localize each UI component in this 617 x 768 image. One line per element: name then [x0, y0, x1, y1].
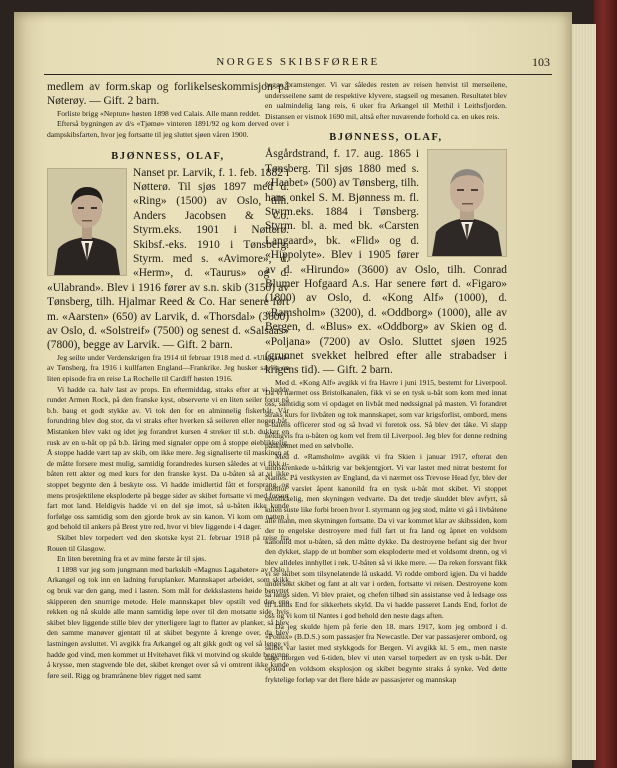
story-paragraph: I 1898 var jeg som jungmann med barkskib «Magnus Lagabøter» av Oslo i Arkangel og tok inn en ladning furuplanker. Mannskapet arbeidet, som skikk og bruk var den gang, med i lasten. Som mål for dekkslastens høide benyttet skipperen den snurrige metode. Hele mannskapet blev opstilt ved den ene rekken og nå skulde alle mann samtidig løpe over til den motsatte side, hvis skibet blev liggende stille blev der ytterligere lagt to flatter av planker, så blev den samme manøver gjentatt til at skibet begynte å krenge over, da blev lastningen avsluttet. Vi avgikk fra Arkangel og alt gikk godt og vel så lenge vi hadde god vind, men kommet ut Hvitehavet fikk vi motvind og skulde begynne å krysse, men stagvende ble det, skibet krenget over så vi omtrent ikke kunde føre seil. Rigg og bramrånene blev rigget ned samt — [47, 564, 289, 680]
entry-name: BJØNNESS, OLAF, — [329, 132, 443, 144]
continued-note: begge bramstenger. Vi var således resten av reisen henvist til merseilene, undersseilene samt de respektive klyvere, stagseil og mesanen. Resultatet blev en ualmindelig lang reis, 6 uker fra Arkangel til Methil i Leithsfjorden. Distansen er vistnok 1690 mil, altså efter nuværende forhold ca. en ukes reis. — [265, 80, 507, 121]
running-head: NORGES SKIBSFØRERE — [216, 56, 380, 68]
portrait-photo — [47, 168, 127, 276]
intro-lead: medlem av form.skap og forlikelseskommisjon på Nøterøy. — Gift. 2 barn. — [47, 81, 289, 108]
portrait-photo — [427, 149, 507, 257]
story-paragraph: Med d. «Ramsholm» avgikk vi fra Skien i januar 1917, efterat den uinnskrenkede u-båtkrig var bekjentgjort. Vi var lastet med nitrat bestemt for Nantes. På vestkysten av England, da vi nærmet oss Trevose Head fyr, blev der utenfor varslet åpent kanonild fra en tysk u-båt mot skibet. Vi stoppet øieblikkelig, men skyningen vedvarte. Da det tredje skuddet blev avfyrt, så kulen suste like forbi broen hvor I. styrmann og jeg stod, måtte vi gå i livbåtene alle mann, men skytningen fortsatte. Da vi var kommet klar av skibssiden, kom der to engelske destroyere med full fart ut fra land og åpnet en voldsom kanonild mot u-båten, så den måtte dykke. Da destroyene befant sig der hvor den dykket, slapp de ut bomber som eksploderte med et voldsomt drønn, og vi blev alldeles innhyllet i røk. U-båten så vi ikke mere. — Da reken forsvant fikk vi se skibet som tilsynelatende lå uskadd. Vi rodde ombord igjen. Da vi hadde undersøkt skibet og fant at alt var i orden, fortsatte vi reisen. Destroyene kom så langs siden. Vi blev praiet, og chefen tilbød sin assistanse ved å ledsage oss til Lands End for sikkerhets skyld. Da vi hadde passeret Lands End, forlot de oss og vi kom til Nantes i god behold den neste dags aften. — [265, 452, 507, 620]
story-paragraph: En liten beretning fra et av mine første år til sjøs. — [57, 554, 207, 564]
left-column — [47, 80, 289, 681]
story-paragraph: Skibet blev torpedert ved den skotske kyst 21. februar 1918 på reise fra Rouen til Glasgow. — [47, 532, 289, 553]
intro-note: Forliste brigg «Neptun» høsten 1898 ved Calais. Alle mann reddet. — [57, 108, 261, 118]
page-header — [44, 56, 552, 75]
portrait-young-man — [48, 169, 126, 275]
portrait-older-man — [428, 150, 506, 256]
entry-biography: Nanset pr. Larvik, f. 1. feb. 1882 i Nøtterø. Til sjøs 1897 med d. «Ring» (1500) av Oslo, tilh. Anders Jacobsen & Co. Styrm.eks. 1901 i Nøtterø. Skibsf.-eks. 1910 i Tønsberg. Styrm. med s. «Avimore», d. «Herm», d. «Taurus» og d. «Ulabrand». Blev i 1916 fører av s.n. skib (3150) av Tønsberg, tilh. Hjalmar Reed & Co. Har senere ført m. «Aarsten» (650) av Larvik, d. «Thorsdal» (3600) av Oslo, d. «Solstreif» (7500) og senest d. «Salsaas» (7800), begge av Larvik. — Gift. 2 barn. — [47, 166, 289, 352]
entry-biography: Åsgårdstrand, f. 17. aug. 1865 i Tønsberg. Til sjøs 1880 med s. «Haabet» (500) av Tønsberg, tilh. hans onkel S. M. Bjønness m. fl. Styrm.eks. 1884 i Tønsberg. Styrm. bl. a. med bk. «Carsten Langaard», bk. «Flid» og d. «Hippolyte». Blev i 1905 fører av d. «Hirundo» (3600) av Oslo, tilh. Conrad Blumer Hofgaard A.s. Har senere ført d. «Figaro» (1800) av Oslo, d. «Kong Alf» (1000), d. «Ramsholm» (3200), d. «Oddborg» (1000), alle av Bergen, d. «Blus» ex. «Oddborg» av Skien og d. «Poljana» (7200) av Oslo. Sluttet sjøen 1925 (grunnet svekket helbred efter alle strabadser i krigens tid). — Gift. 2 barn. — [265, 148, 507, 377]
story-paragraph: Jeg seilte under Verdenskrigen fra 1914 til februar 1918 med d. «Ulabrand» av Tønsberg, fra 1916 i kullfarten England—Frankrike. Jeg husker særlig en liten episode fra en reise La Rochelle til Cardiff høsten 1916. — [47, 352, 289, 384]
intro-note: Efterså bygningen av d/s «Tjømø» vinteren 1891/92 og kom derved over i dampskibsfarten, hvor jeg fortsatte til jeg sluttet sjøen våren 1900. — [47, 119, 289, 139]
story-paragraph: Med d. «Kong Alf» avgikk vi fra Havre i juni 1915, bestemt for Liverpool. Da vi nærmet oss Bristolkanalen, fikk vi se en tysk u-båt som kom med innat oss, samtidig som vi opdaget en livbåt med nødssignal på masten. Vi forandret straks kurs for livbåten og tok mannskapet, som var krigsforlist, ombord, mens u-båtens officerer stod og så hvad vi foretok oss. Så blev det tåke. Vi slapp heldigvis fra u-båten og kom vel frem til Liverpool. Jeg blev for denne redning påskjønnet med en sølvbolle. — [265, 377, 507, 451]
story-paragraph: Vi hadde ca. halv last av props. En eftermiddag, straks efter at vi hadde rundet Armen Rock, på den franske kyst, observerte vi en liten seiler forut på b.b. baug et godt stykke av. Vi tok den for en alminnelig fiskerbåt. Vår forundring blev dog stor, da vi straks efter hverken så seileren eller nogen båt. Mistanken blev vakt og idet jeg forandret kursen 4 streker til st.b. dukker en rusk av en u-båt op på b.b. låring med signaler oppe om å stoppe øieblikkelig. Å stoppe hadde vært tap av skib, om ikke mere. Jeg signaliserte til maskinen at de måtte forsere mest mulig, samtidig forandredes kursen således at vi fikk u-båten rett akter og med kurs for den franske kyst. Da u-båten så at vi ikke stoppet begynte den å beskyte oss. Vi hadde imidlertid fått et forsprang, og mens prosjektilene eksploderte på begge sider av skibet fortsatte vi med forsert fart mot land. Heldigvis hadde vi en del sjø imot, så u-båten ikke kunde forfølge oss samtidig som den gjorde brok av sin kanon. Vi kom om natten i god behold til ankers på Brest ytre red, hvor vi blev liggende i 4 dager. — [47, 384, 289, 532]
story-paragraph: Da jeg skulde hjem på ferie den 18. mars 1917, kom jeg ombord i d. «Pollux» (B.D.S.) som passasjer fra Newcastle. Der var passasjerer ombord, og skibet var lastet med stykkgods for Bergen. Vi avgikk kl. 5 em., men næste dags morgen ved 6-tiden, blev vi uten varsel torpedert av en tysk u-båt. Der opstod en voldsom eksplosjon og skibet begynte straks å synke. Ved dette fryktelige forløp var det flere både av passasjerer og mannskap — [265, 621, 507, 684]
page-number: 103 — [532, 55, 550, 69]
right-column — [265, 80, 507, 685]
book-cover — [594, 0, 617, 768]
entry-name: BJØNNESS, OLAF, — [111, 150, 225, 162]
